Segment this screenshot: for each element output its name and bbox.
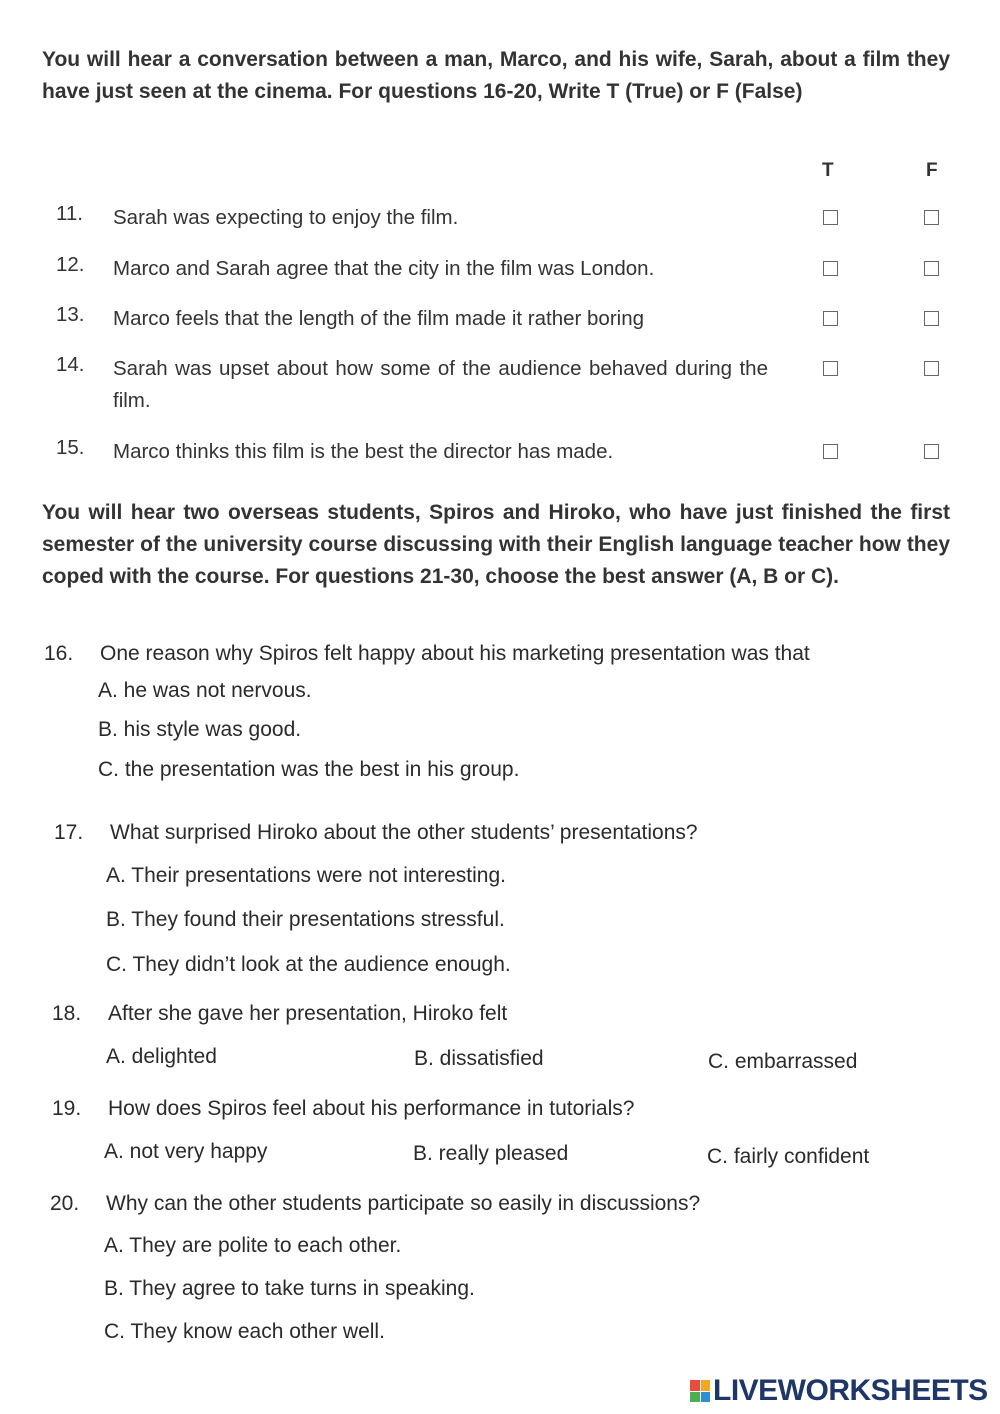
true-checkbox[interactable] (823, 210, 838, 225)
question-number: 17. (54, 821, 84, 844)
option-18c[interactable]: C. embarrassed (708, 1050, 858, 1073)
item-number: 15. (56, 436, 85, 459)
item-statement: Sarah was expecting to enjoy the film. (113, 206, 459, 229)
false-checkbox[interactable] (924, 361, 939, 376)
item-statement: Marco and Sarah agree that the city in the film was London. (113, 257, 655, 280)
false-column-header: F (926, 160, 938, 181)
item-number: 12. (56, 253, 85, 276)
liveworksheets-logo (690, 1374, 988, 1408)
question-text: How does Spiros feel about his performance in tutorials? (108, 1097, 635, 1120)
option-16a[interactable]: A. he was not nervous. (98, 679, 312, 702)
option-16b[interactable]: B. his style was good. (98, 718, 302, 741)
option-17b[interactable]: B. They found their presentations stressful. (106, 908, 505, 931)
option-19b[interactable]: B. really pleased (413, 1142, 569, 1165)
false-checkbox[interactable] (924, 261, 939, 276)
option-18a[interactable]: A. delighted (106, 1045, 217, 1068)
true-checkbox[interactable] (823, 444, 838, 459)
true-column-header: T (822, 160, 834, 181)
question-text: One reason why Spiros felt happy about his marketing presentation was that (100, 642, 810, 665)
false-checkbox[interactable] (924, 311, 939, 326)
logo-text: LIVEWORKSHEETS (713, 1374, 988, 1407)
option-17c[interactable]: C. They didn’t look at the audience enough. (106, 953, 511, 976)
option-16c[interactable]: C. the presentation was the best in his group. (98, 758, 520, 781)
section1-instruction: You will hear a conversation between a man, Marco, and his wife, Sarah, about a film they have just seen at the cinema. For questions 16-20, Write T (True) or F (False) (42, 48, 950, 103)
item-number: 11. (56, 202, 83, 225)
option-20c[interactable]: C. They know each other well. (104, 1320, 385, 1343)
section2-instruction: You will hear two overseas students, Spiros and Hiroko, who have just finished the first semester of the university course discussing with their English language teacher how they coped with the course. For questions 21-30, choose the best answer (A, B or C). (42, 501, 950, 588)
item-statement: Marco feels that the length of the film made it rather boring (113, 307, 644, 330)
question-number: 20. (50, 1192, 80, 1215)
item-number: 14. (56, 353, 85, 376)
item-statement: Sarah was upset about how some of the audience behaved during the film. (113, 357, 768, 412)
question-text: Why can the other students participate so easily in discussions? (106, 1192, 701, 1215)
true-checkbox[interactable] (823, 261, 838, 276)
option-17a[interactable]: A. Their presentations were not interesting. (106, 864, 506, 887)
question-text: What surprised Hiroko about the other students’ presentations? (110, 821, 698, 844)
item-number: 13. (56, 303, 85, 326)
true-checkbox[interactable] (823, 361, 838, 376)
option-20b[interactable]: B. They agree to take turns in speaking. (104, 1277, 475, 1300)
option-19c[interactable]: C. fairly confident (707, 1145, 870, 1168)
false-checkbox[interactable] (924, 444, 939, 459)
option-19a[interactable]: A. not very happy (104, 1140, 268, 1163)
liveworksheets-logo-icon (690, 1380, 710, 1402)
option-20a[interactable]: A. They are polite to each other. (104, 1234, 402, 1257)
option-18b[interactable]: B. dissatisfied (414, 1047, 544, 1070)
question-number: 18. (52, 1002, 82, 1025)
question-text: After she gave her presentation, Hiroko felt (108, 1002, 508, 1025)
item-statement: Marco thinks this film is the best the director has made. (113, 440, 614, 463)
false-checkbox[interactable] (924, 210, 939, 225)
question-number: 16. (44, 642, 74, 665)
question-number: 19. (52, 1097, 82, 1120)
true-checkbox[interactable] (823, 311, 838, 326)
